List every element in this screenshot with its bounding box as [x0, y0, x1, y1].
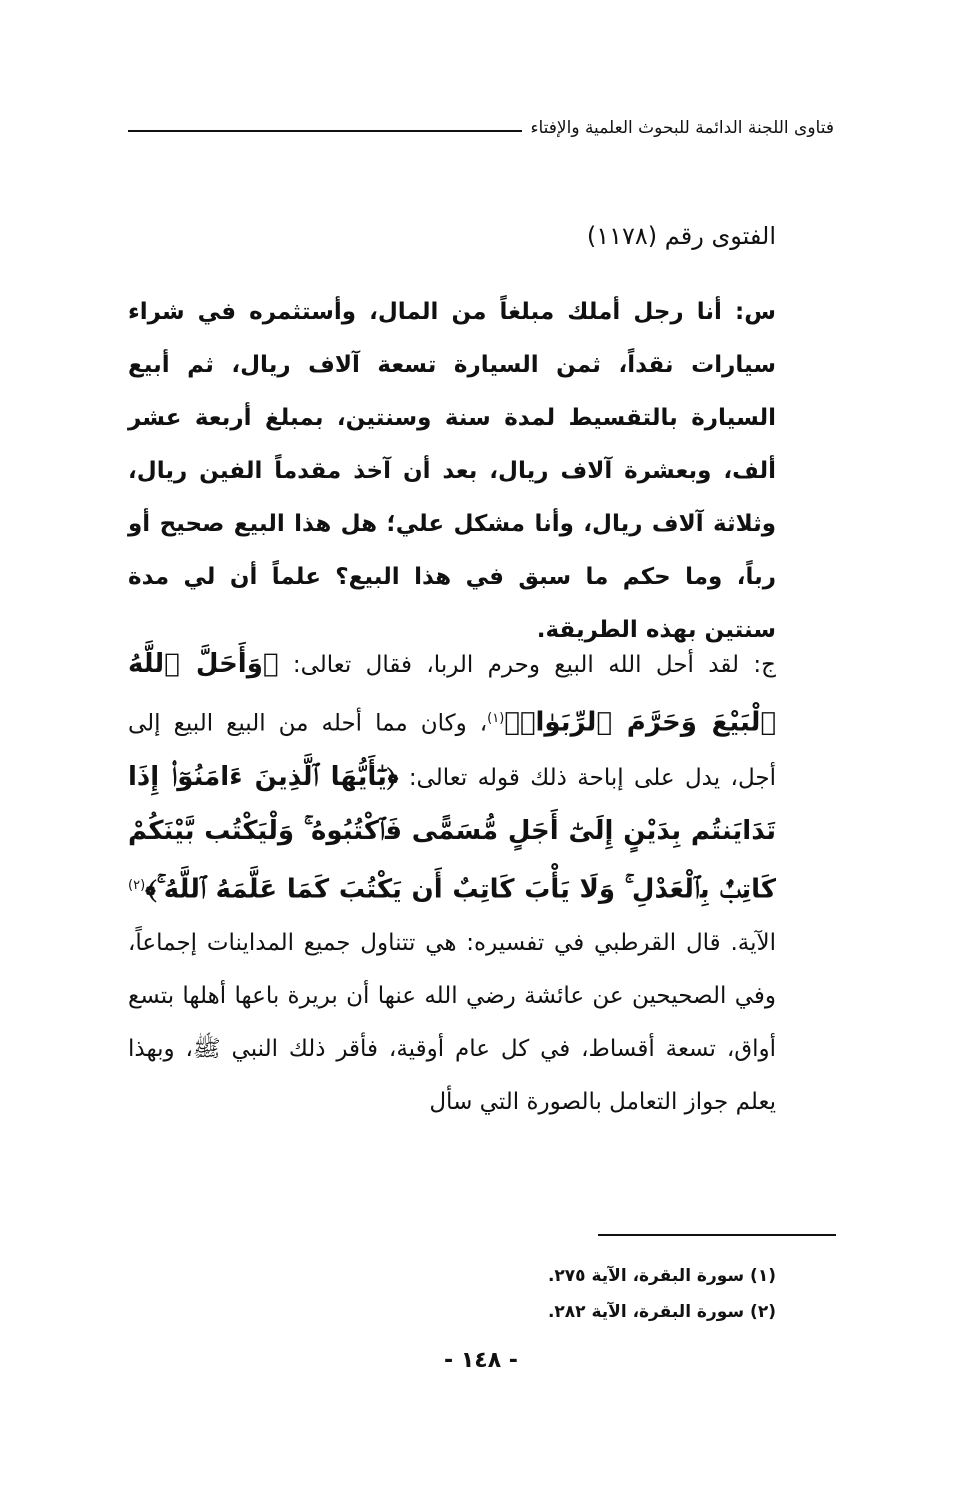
footnote-ref-1: (١): [487, 711, 505, 726]
footnote-ref-2: (٢): [128, 877, 146, 893]
answer-text-2: ، وكان مما أحله من البيع البيع إلى أجل، يدل على إباحة ذلك قوله تعالى:: [128, 710, 777, 791]
quran-verse-2: ﴿يَٰٓأَيُّهَا ٱلَّذِينَ ءَامَنُوٓا۟ إِذَا تَدَايَنتُم بِدَيْنٍ إِلَىٰٓ أَجَلٍ مُّسَمًّى فَٱكْتُبُوهُ ۚ وَلْيَكْتُب بَّيْنَكُمْ كَاتِبٌۢ بِٱلْعَدْلِ ۚ وَلَا يَأْبَ كَاتِبٌ أَن يَكْتُبَ كَمَا عَلَّمَهُ ٱللَّهُ ۚ﴾: [128, 761, 776, 905]
header-title: فتاوى اللجنة الدائمة للبحوث العلمية والإفتاء: [530, 118, 834, 138]
footnotes: [548, 1258, 776, 1330]
question-paragraph: س: أنا رجل أملك مبلغاً من المال، وأستثمره في شراء سيارات نقداً، ثمن السيارة تسعة آلاف ريال، ثم أبيع السيارة بالتقسيط لمدة سنة وسنتين، بمبلغ أربعة عشر ألف، وبعشرة آلاف ريال، بعد أن آخذ مقدماً الفين ريال، وثلاثة آلاف ريال، وأنا مشكل علي؛ هل هذا البيع صحيح أو رباً، وما حكم ما سبق في هذا البيع؟ علماً أن لي مدة سنتين بهذه الطريقة.: [128, 299, 776, 643]
footnote-2: (٢) سورة البقرة، الآية ٢٨٢.: [547, 1302, 776, 1322]
footnote-separator: [598, 1234, 836, 1236]
fatwa-number: الفتوى رقم (١١٧٨): [586, 222, 776, 250]
running-header: [128, 118, 834, 138]
quran-verse-1: ﴿وَأَحَلَّ ٱللَّهُ ٱلْبَيْعَ وَحَرَّمَ ٱلرِّبَوٰا۟﴾: [128, 649, 777, 738]
answer-text-3: الآية. قال القرطبي في تفسيره: هي تتناول جميع المداينات إجماعاً، وفي الصحيحين عن عائشة رضي الله عنها أن بريرة باعها أهلها بتسع أواق، تسعة أقساط، في كل عام أوقية، فأقر ذلك النبي ﷺ، وبهذا يعلم جواز التعامل بالصورة التي سأل: [128, 930, 776, 1116]
page-number: - ١٤٨ -: [444, 1348, 518, 1373]
answer-paragraph: [128, 638, 776, 1129]
header-rule: [128, 130, 522, 132]
footnote-1: (١) سورة البقرة، الآية ٢٧٥.: [547, 1266, 776, 1286]
answer-intro: ج: لقد أحل الله البيع وحرم الربا، فقال تعالى:: [292, 652, 776, 678]
